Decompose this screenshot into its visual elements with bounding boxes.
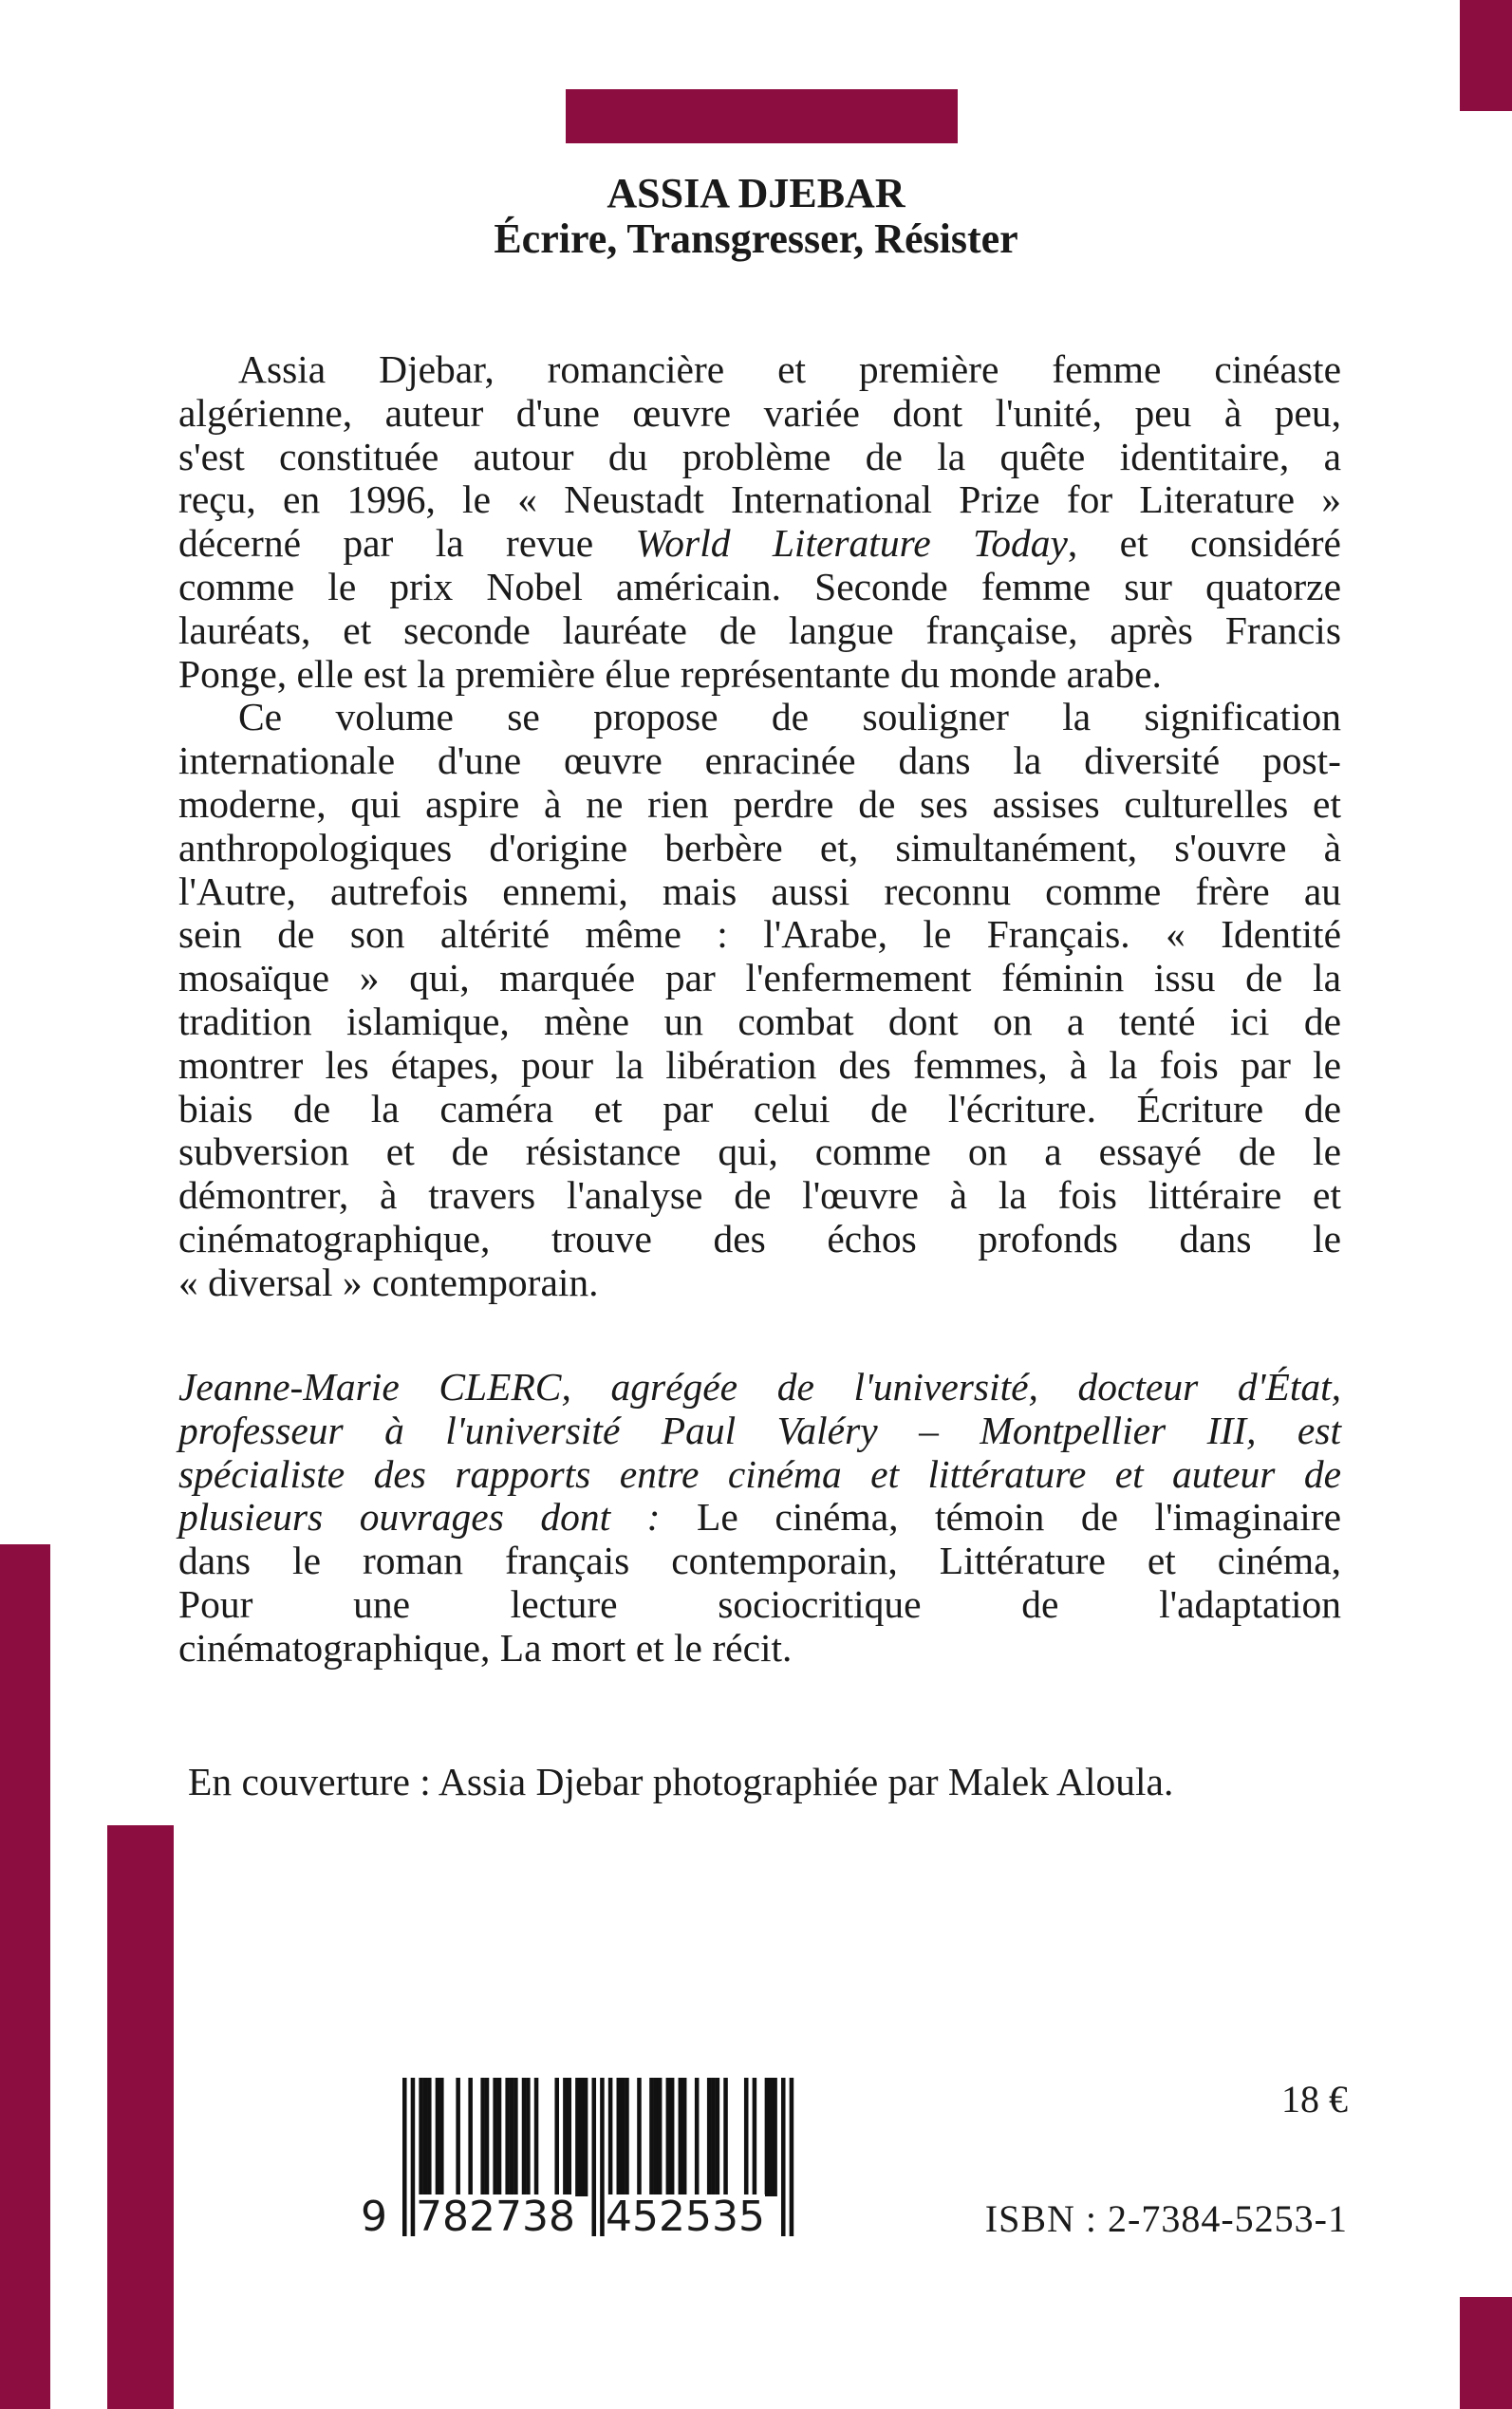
barcode-bar [658,2078,663,2196]
book-author-title: ASSIA DJEBAR [607,170,905,216]
text-line [178,609,1341,653]
text-segment: tradition islamique, mène un combat dont on a tenté ici de [178,999,1341,1043]
barcode-bar [695,2078,700,2196]
decorative-bar-bottom-right [1460,2297,1512,2409]
text-segment: dans le roman français contemporain, Littérature et cinéma, [178,1539,1341,1583]
decorative-bar-left-inner [107,1825,174,2409]
barcode-bar [744,2078,749,2196]
text-segment: montrer les étapes, pour la libération des femmes, à la fois par le [178,1042,1341,1087]
text-segment: démontrer, à travers l'analyse de l'œuvre à la fois littéraire et [178,1173,1341,1218]
text-line [178,870,1341,914]
barcode-bar [575,2078,580,2196]
text-line [178,1627,1341,1671]
text-line [178,1088,1341,1131]
barcode-bar [485,2078,490,2196]
text-segment: Pour une lecture sociocritique de l'adaptation [178,1581,1341,1626]
text-segment: sein de son altérité même : l'Arabe, le Français. « Identité [178,912,1341,957]
text-segment: Ponge, elle est la première élue représentante du monde arabe. [178,651,1162,696]
text-segment: Jeanne-Marie CLERC, agrégée de l'université, docteur d'État, [178,1365,1341,1409]
text-segment: comme le prix Nobel américain. Seconde femme sur quatorze [178,564,1341,608]
text-line [178,1366,1341,1410]
text-segment: internationale d'une œuvre enracinée dans la diversité post- [178,738,1341,783]
text-line [178,522,1341,566]
text-line [178,957,1341,1000]
text-segment: Le cinéma, témoin de l'imaginaire [660,1495,1342,1540]
text-segment: cinématographique, trouve des échos profonds dans le [178,1216,1341,1261]
barcode-digits [361,2194,797,2242]
text-line [178,1130,1341,1174]
text-line [178,1000,1341,1044]
text-line [178,1453,1341,1497]
barcode-bar [753,2078,757,2196]
text-line [178,566,1341,609]
text-segment: décerné par la revue [178,521,636,566]
barcode-digit-lead: 9 [361,2193,387,2241]
book-subtitle: Écrire, Transgresser, Résister [494,215,1018,262]
barcode-bar [670,2078,675,2196]
barcode-bar [510,2078,514,2196]
cover-credit: En couverture : Assia Djebar photographiée par Malek Aloula. [188,1760,1174,1803]
barcode-bar [423,2078,428,2196]
barcode-bar [666,2078,671,2196]
barcode-bar [584,2078,588,2196]
text-segment: l'Autre, autrefois ennemi, mais aussi reconnu comme frère au [178,868,1341,913]
decorative-bar-left [0,1544,50,2409]
barcode-bar [480,2078,485,2196]
barcode-bar [419,2078,423,2196]
text-line [178,436,1341,479]
decorative-bar-top-center [566,89,958,143]
barcode-bar [579,2078,584,2196]
text-segment: biais de la caméra et par celui de l'écriture. Écriture de [178,1086,1341,1130]
text-line [178,653,1341,697]
barcode-bar [711,2078,716,2196]
barcode-digits-left: 782738 [416,2193,575,2241]
barcode-bar [554,2078,559,2196]
blurb-text [178,348,1341,1305]
barcode-bar [707,2078,712,2196]
barcode-bar [654,2078,659,2196]
text-line [178,1218,1341,1261]
text-segment: spécialiste des rapports entre cinéma et littérature et auteur de [178,1451,1341,1496]
barcode-bar [637,2078,642,2196]
text-segment: World Literature Today [635,521,1068,566]
barcode-bar [497,2078,502,2196]
text-segment: anthropologiques d'origine berbère et, simultanément, s'ouvre à [178,825,1341,869]
barcode-bar [773,2078,777,2196]
barcode-bar [621,2078,625,2196]
text-line [178,1410,1341,1453]
barcode-bar [468,2078,473,2196]
barcode-bar [769,2078,774,2196]
barcode-bar [608,2078,613,2196]
barcode-bar [522,2078,527,2196]
author-bio [178,1366,1341,1671]
barcode-bar [427,2078,432,2196]
text-segment: s'est constituée autour du problème de la quête identitaire, a [178,434,1341,478]
text-segment: algérienne, auteur d'une œuvre variée dont l'unité, peu à peu, [178,390,1341,435]
text-line [178,783,1341,827]
text-segment: Assia Djebar, romancière et première femme cinéaste [238,347,1341,391]
barcode-bar [456,2078,460,2196]
barcode-bar [513,2078,518,2196]
barcode-bar [563,2078,568,2196]
text-segment: mosaïque » qui, marquée par l'enfermement féminin issu de la [178,956,1341,1000]
text-segment: « diversal » contemporain. [178,1260,599,1304]
barcode-bar [679,2078,683,2196]
text-segment: cinématographique, La mort et le récit. [178,1625,793,1670]
price: 18 € [1281,2078,1348,2120]
barcode-bar [765,2078,770,2196]
barcode-bar [439,2078,444,2196]
text-line [178,1496,1341,1540]
barcode-bar [534,2078,539,2196]
isbn: ISBN : 2-7384-5253-1 [984,2197,1348,2240]
text-segment: plusieurs ouvrages dont : [178,1495,661,1540]
barcode-bar [505,2078,510,2196]
text-line [178,696,1341,739]
text-line [178,739,1341,783]
barcode-bar [649,2078,654,2196]
text-line [178,348,1341,392]
text-line [178,1044,1341,1088]
text-segment: , et considéré [1067,521,1341,566]
text-segment: professeur à l'université Paul Valéry – Montpellier III, est [178,1408,1341,1452]
text-segment: Ce volume se propose de souligner la signification [238,695,1341,739]
text-line [178,913,1341,957]
barcode-bar [526,2078,531,2196]
barcode-bar [567,2078,571,2196]
barcode-bar [716,2078,720,2196]
barcode-bar [723,2078,728,2196]
text-line [178,827,1341,870]
text-segment: subversion et de résistance qui, comme on a essayé de le [178,1130,1341,1174]
barcode-digits-right: 452535 [606,2193,765,2241]
text-line [178,1583,1341,1627]
barcode-bar [625,2078,629,2196]
text-line [178,1540,1341,1583]
barcode-bar [436,2078,440,2196]
text-line [178,1261,1341,1305]
text-line [178,478,1341,522]
text-segment: lauréats, et seconde lauréate de langue française, après Francis [178,607,1341,652]
text-line [178,392,1341,436]
barcode-bar [493,2078,497,2196]
decorative-bar-top-right [1460,0,1512,111]
barcode-bar [682,2078,687,2196]
text-line [178,1174,1341,1218]
text-segment: moderne, qui aspire à ne rien perdre de ses assises culturelles et [178,781,1341,826]
barcode-bar [617,2078,622,2196]
text-segment: reçu, en 1996, le « Neustadt International Prize for Literature » [178,477,1341,522]
